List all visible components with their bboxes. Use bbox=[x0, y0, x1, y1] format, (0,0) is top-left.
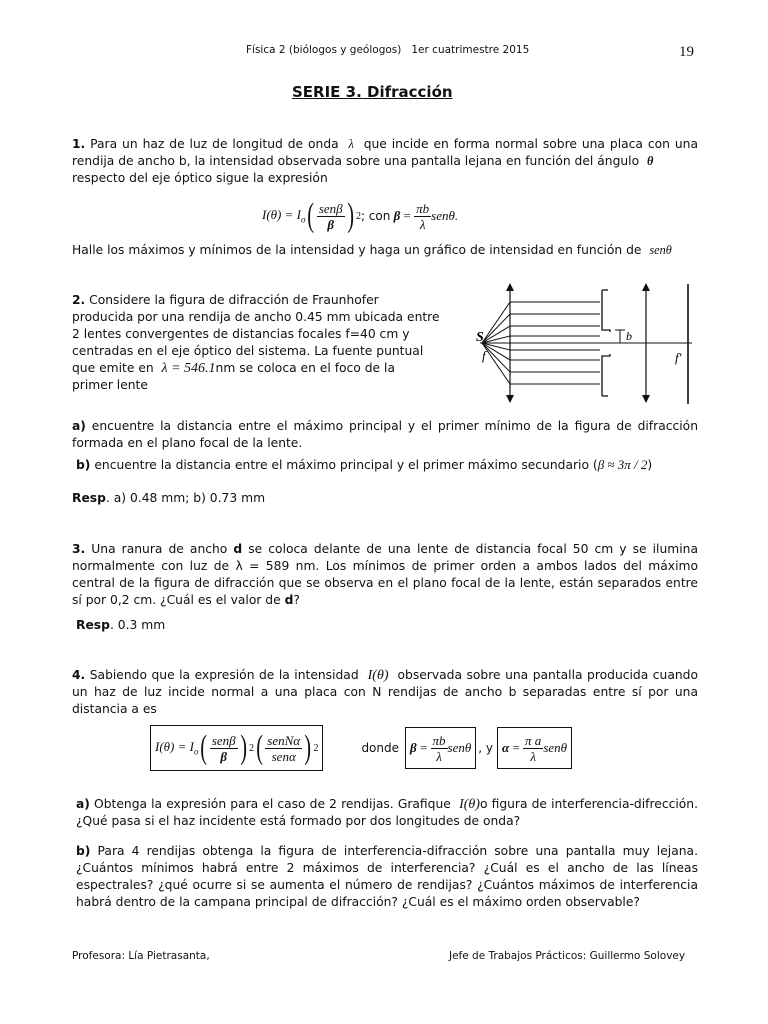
footer-professor: Profesora: Lía Pietrasanta, bbox=[72, 950, 210, 962]
problem-1-task: Halle los máximos y mínimos de la intensidad y haga un gráfico de intensidad en función de senθ bbox=[72, 243, 672, 257]
problem-2-a: a) encuentre la distancia entre el máximo principal y el primer mínimo de la figura de difracción formada en el plano focal de la lente. bbox=[72, 419, 698, 450]
problem-1-equation: $I(\theta) = I_o$ ( $\frac{\text{senβ}}{\beta}$ ) 2 ; con β = $\frac{\pi b}{\lambda}$ senθ. bbox=[262, 197, 459, 234]
problem-4-text: 4. Sabiendo que la expresión de la intensidad I(θ) observada sobre una pantalla producida cuando un haz de luz incide normal a una placa con N rendijas de ancho b separadas entre sí por una distancia a es bbox=[72, 668, 698, 716]
problem-4-b: b) Para 4 rendijas obtenga la figura de interferencia-difracción sobre una pantalla muy lejana. ¿Cuántos mínimos habrá entre 2 máximos de interferencia? ¿Cuál es el ancho de las líneas espectrales? ¿qué ocurre si se aumenta el número de rendijas? ¿Cuántos máximos de interferencia habrá dentro de la campana principal de difracción? ¿Cuál es el máximo orden observable? bbox=[76, 844, 698, 909]
label-s: S bbox=[476, 330, 484, 345]
alpha-formula-box: α = $\frac{\text{π a}}{\lambda}$ senθ bbox=[497, 727, 572, 769]
problem-2-text: 2. Considere la figura de difracción de Fraunhofer producida por una rendija de ancho 0.45 mm ubicada entre 2 lentes convergentes de distancias focales f=40 cm y centradas en el eje óptico del sistema. La fuente puntual que emite en λ = 546.1nm se coloca en el foco de la primer lente bbox=[72, 293, 440, 392]
footer-jtp: Jefe de Trabajos Prácticos: Guillermo Solovey bbox=[449, 950, 686, 962]
fraunhofer-figure bbox=[470, 280, 698, 408]
beta-formula-box: β = $\frac{\pi b}{\lambda}$ senθ bbox=[405, 727, 476, 769]
problem-4-equation: $I(\theta) = I_o$ ( $\frac{\text{senβ}}{\beta}$ ) 2 ( $\frac{\text{senNα}}{\text{senα}}$ ) 2 donde β = $\frac{\pi b}{\lambda}$ senθ , y α = $\frac{\text{π a}}{\lambda}$ senθ bbox=[150, 724, 572, 772]
problem-3-text: 3. Una ranura de ancho d se coloca delante de una lente de distancia focal 50 cm y se ilumina normalmente con luz de λ = 589 nm. Los mínimos de primer orden a ambos lados del máximo central de la figura de difracción que se observa en el plano focal de la lente, están separados entre sí por 0,2 cm. ¿Cuál es el valor de d? bbox=[72, 542, 698, 607]
label-f: f bbox=[482, 348, 486, 363]
problem-4-a: a) Obtenga la expresión para el caso de 2 rendijas. Grafique I(θ)o figura de interferencia-difrección. ¿Qué pasa si el haz incidente está formado por dos longitudes de onda? bbox=[76, 797, 699, 828]
page-number: 19 bbox=[679, 44, 694, 60]
page-title: SERIE 3. Difracción bbox=[292, 83, 453, 101]
problem-2-b: b) encuentre la distancia entre el máximo principal y el primer máximo secundario (β ≈ 3π / 2) bbox=[76, 457, 653, 472]
header-course: Física 2 (biólogos y geólogos) 1er cuatrimestre 2015 bbox=[246, 44, 530, 56]
problem-2-resp: Resp. a) 0.48 mm; b) 0.73 mm bbox=[72, 491, 266, 505]
intensity-formula-box: $I(\theta) = I_o$ ( $\frac{\text{senβ}}{\beta}$ ) 2 ( $\frac{\text{senNα}}{\text{senα}}$ ) 2 bbox=[150, 725, 323, 771]
label-f-prime: f' bbox=[675, 350, 682, 365]
problem-1-text: 1. Para un haz de luz de longitud de onda λ que incide en forma normal sobre una placa con una rendija de ancho b, la intensidad observada sobre una pantalla lejana en función del ángulo θ respecto del eje óptico sigue la expresión bbox=[72, 137, 698, 185]
label-b: b bbox=[626, 329, 632, 343]
problem-3-resp: Resp. 0.3 mm bbox=[76, 618, 166, 632]
